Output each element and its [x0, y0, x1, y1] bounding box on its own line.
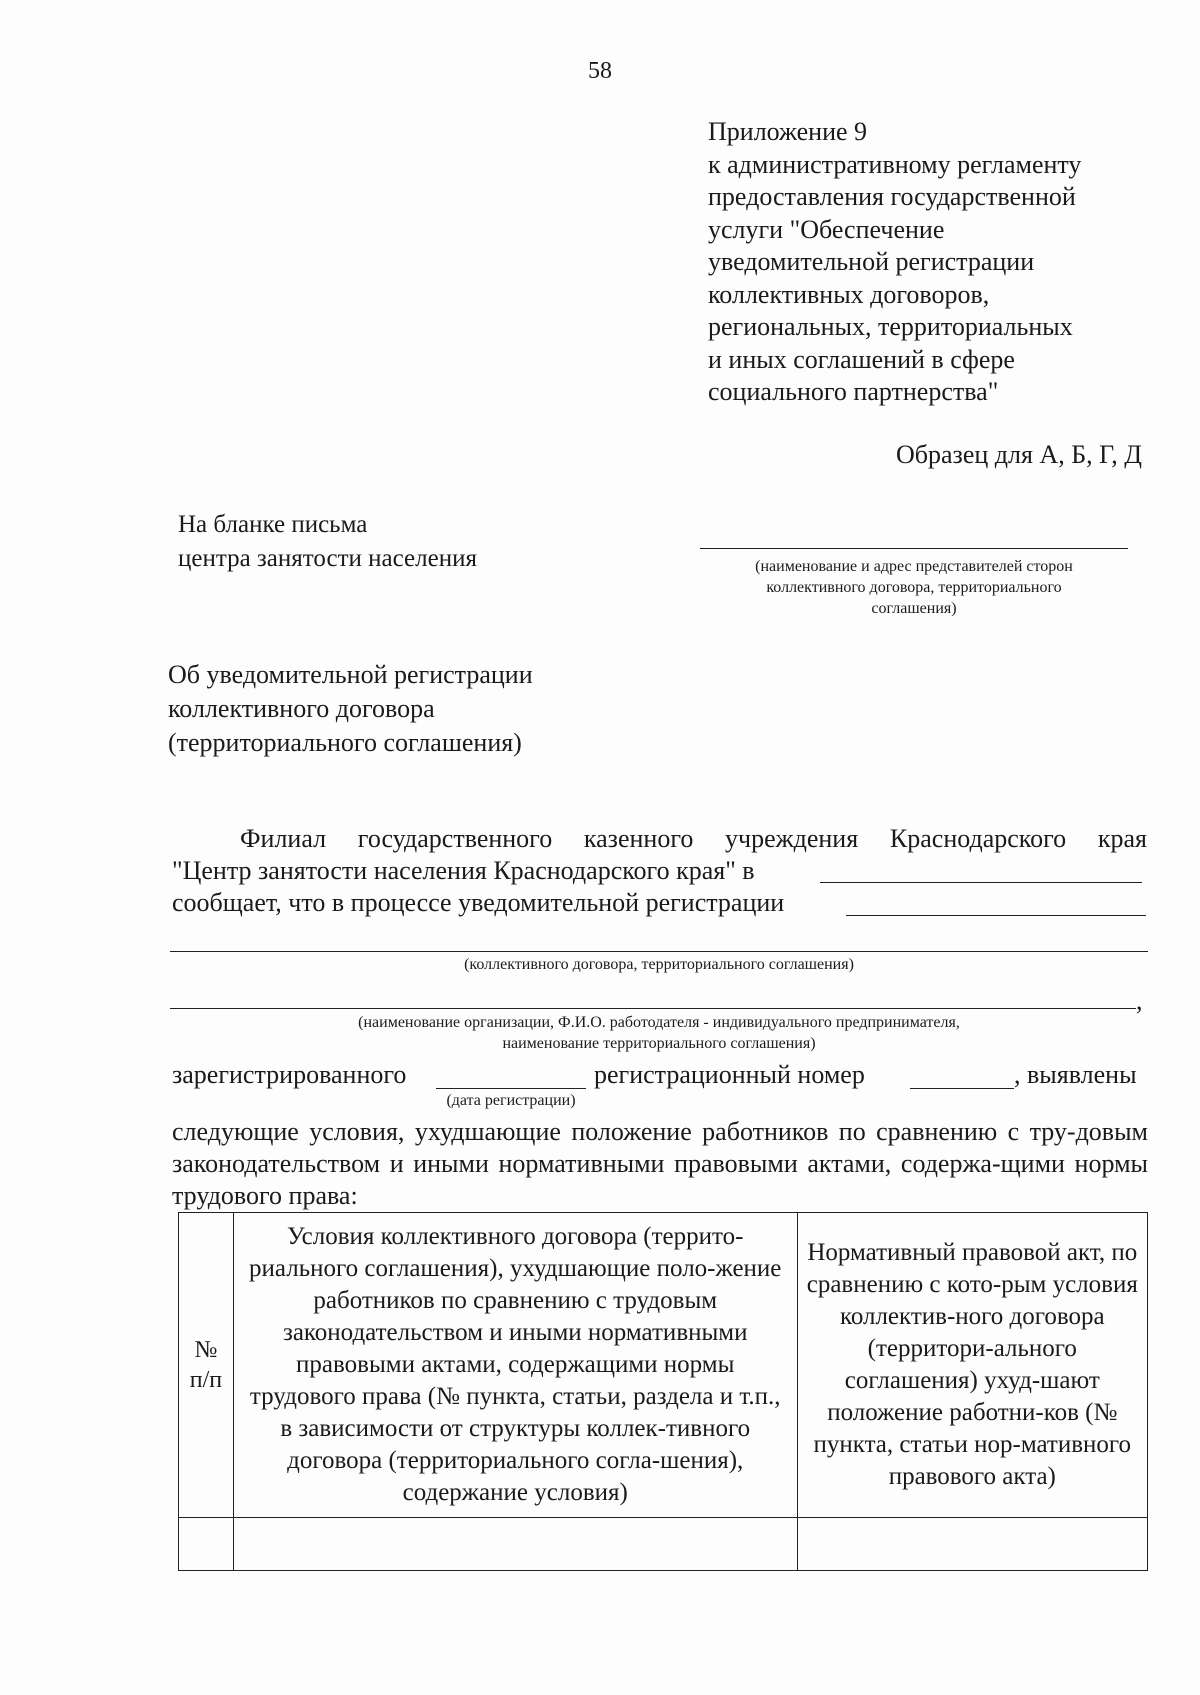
recipient-fill-line	[700, 548, 1128, 549]
appendix-line: и иных соглашений в сфере	[708, 344, 1015, 374]
agreement-caption: (коллективного договора, территориального соглашения)	[464, 956, 854, 973]
column-header-number-line: №	[194, 1337, 218, 1363]
body-word: Филиал	[240, 824, 327, 853]
appendix-line: социального партнерства"	[708, 377, 999, 406]
body-word: Краснодарского	[889, 824, 1067, 853]
agreement-fill-line	[170, 951, 1148, 952]
recipient-caption-line: соглашения)	[871, 600, 957, 617]
letterhead-note	[178, 508, 477, 576]
branch-fill-line	[820, 882, 1142, 883]
letter-subject	[168, 658, 533, 760]
appendix-line: коллективных договоров,	[708, 279, 990, 309]
appendix-line: Приложение 9	[708, 117, 868, 146]
subject-line: коллективного договора	[168, 694, 435, 723]
page-number: 58	[588, 58, 612, 84]
table-cell	[233, 1518, 797, 1571]
body-line-2: "Центр занятости населения Краснодарского края" в	[172, 856, 755, 885]
letterhead-line: центра занятости населения	[178, 545, 477, 572]
organization-caption-1: (наименование организации, Ф.И.О. работодателя - индивидуального предпринимателя,	[358, 1014, 960, 1031]
body-line-1	[240, 824, 1147, 854]
registration-number-label: регистрационный номер	[594, 1060, 865, 1089]
registration-number-fill-line	[910, 1088, 1014, 1089]
appendix-line: уведомительной регистрации	[708, 247, 1035, 276]
body-word: казенного	[583, 824, 694, 853]
registered-label: зарегистрированного	[172, 1060, 407, 1089]
violations-table	[178, 1212, 1148, 1571]
registration-date-fill-line	[436, 1088, 586, 1089]
organization-fill-line	[170, 1008, 1136, 1009]
body-word: края	[1097, 824, 1147, 853]
sample-label: Образец для А, Б, Г, Д	[896, 440, 1142, 469]
appendix-line: к административному регламенту	[708, 149, 1082, 179]
column-header-conditions: Условия коллективного договора (террито-риального соглашения), ухудшающие поло-жение работников по сравнению с трудовым законодательством и иными нормативными правовыми актами, содержащими нормы трудового права (№ пункта, статьи, раздела и т.п., в зависимости от структуры коллек-тивного договора (территориального согла-шения), содержание условия)	[233, 1213, 797, 1518]
table-cell	[179, 1518, 234, 1571]
recipient-caption-line: (наименование и адрес представителей сторон	[755, 558, 1073, 575]
table-row	[179, 1518, 1148, 1571]
letterhead-line: На бланке письма	[178, 511, 368, 538]
appendix-line: региональных, территориальных	[708, 312, 1073, 341]
column-header-legal-act: Нормативный правовой акт, по сравнению с кото-рым условия коллектив-ного договора (территори-ального соглашения) ухуд-шают положение работни-ков (№ пункта, статьи нор-мативного правового акта)	[797, 1213, 1147, 1518]
registration-date-caption: (дата регистрации)	[446, 1092, 576, 1109]
body-line-3: сообщает, что в процессе уведомительной регистрации	[172, 888, 785, 917]
appendix-header	[708, 116, 1168, 409]
body-word: учреждения	[725, 824, 859, 853]
body-word: государственного	[357, 824, 553, 853]
table-header-row	[179, 1213, 1148, 1518]
registration-fill-line	[846, 915, 1146, 916]
column-header-number-line: п/п	[189, 1367, 223, 1393]
found-label: , выявлены	[1014, 1060, 1137, 1089]
subject-line: (территориального соглашения)	[168, 728, 522, 757]
column-header-number	[179, 1213, 234, 1518]
table-cell	[797, 1518, 1147, 1571]
recipient-caption-line: коллективного договора, территориального	[766, 579, 1062, 596]
comma: ,	[1136, 986, 1143, 1015]
appendix-line: услуги "Обеспечение	[708, 214, 945, 244]
conditions-paragraph: следующие условия, ухудшающие положение работников по сравнению с тру-довым законодательством и иными нормативными правовыми актами, содержа-щими нормы трудового права:	[172, 1117, 1148, 1210]
recipient-caption	[696, 556, 1132, 619]
organization-caption-2: наименование территориального соглашения)	[502, 1035, 816, 1052]
subject-line: Об уведомительной регистрации	[168, 660, 533, 689]
appendix-line: предоставления государственной	[708, 182, 1076, 211]
